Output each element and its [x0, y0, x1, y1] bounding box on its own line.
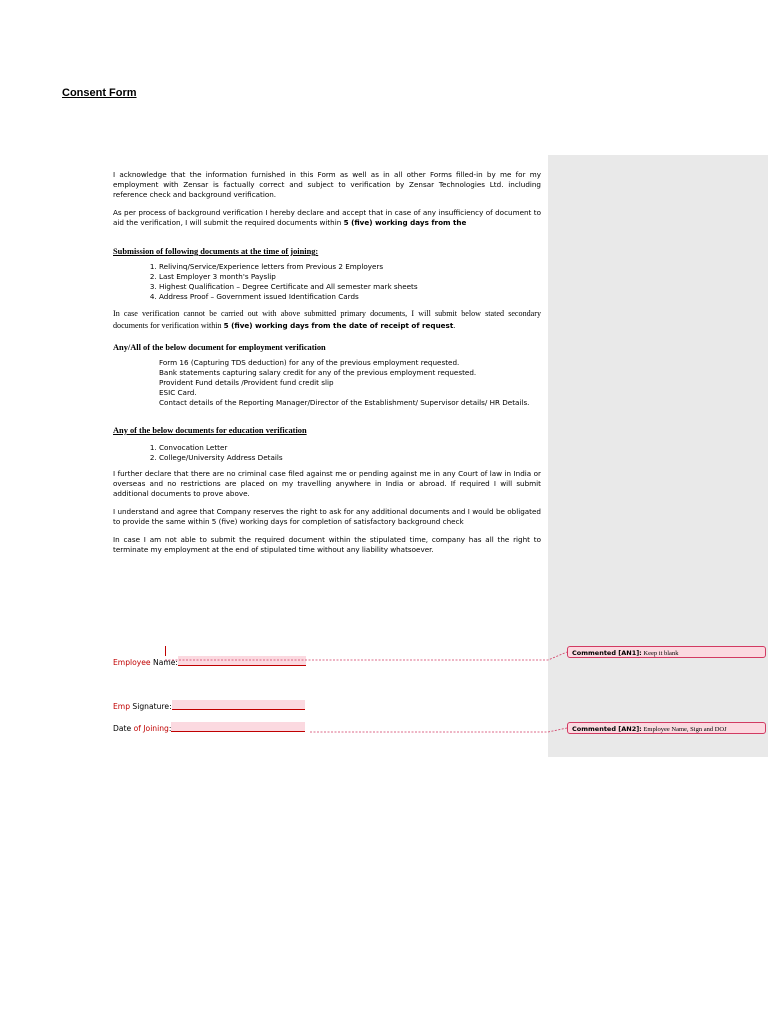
comment-label: Commented [AN2]: — [572, 725, 642, 733]
joining-documents-heading: Submission of following documents at the time of joining: — [113, 247, 319, 256]
termination-paragraph: In case I am not able to submit the required document within the stipulated time, company has all the right to terminate my employment at the end of stipulated time without any liability whatsoever. — [113, 535, 541, 554]
comment-connector-2 — [310, 728, 567, 732]
criminal-declaration-paragraph: I further declare that there are no criminal case filed against me or pending against me in any Court of law in India or overseas and no restrictions are placed on my travelling anywhere in India or abroad. If required I will submit additional documents to prove above. — [113, 469, 541, 498]
list-item: ESIC Card. — [159, 388, 197, 397]
list-item: 2. Last Employer 3 month's Payslip — [159, 272, 541, 282]
field-label: Date — [113, 724, 132, 733]
education-verification-heading: Any of the below documents for education verification — [113, 426, 307, 435]
inserted-text: Employee — [113, 658, 151, 667]
comment-connector-1 — [165, 652, 567, 660]
declaration-bold-text: 5 (five) working days from the — [343, 218, 467, 227]
comment-text: Keep it blank — [641, 650, 679, 657]
page-title: Consent Form — [62, 87, 137, 99]
additional-documents-paragraph: I understand and agree that Company reserves the right to ask for any additional documents and I would be obligated to provide the same within 5 (five) working days for completion of satisfactory background check — [113, 507, 541, 526]
list-item: 2. College/University Address Details — [159, 453, 541, 463]
comment-text: Employee Name, Sign and DOJ — [641, 726, 727, 733]
employment-verification-heading: Any/All of the below document for employment verification — [113, 343, 326, 352]
field-colon: : — [168, 724, 172, 733]
list-item: 3. Highest Qualification – Degree Certificate and All semester mark sheets — [159, 282, 541, 292]
comment-label: Commented [AN1]: — [572, 649, 642, 657]
acknowledgement-paragraph: I acknowledge that the information furnished in this Form as well as in all other Forms filled-in by me for my employment with Zensar is factually correct and subject to verification by Zensar Technologies Ltd. including reference check and background verification. — [113, 170, 541, 199]
secondary-text: In case verification cannot be carried out with above submitted primary documents, I will submit below stated secondary documents for verification within — [113, 309, 541, 330]
list-item: 1. Relivinq/Service/Experience letters from Previous 2 Employers — [159, 262, 541, 272]
declaration-text: As per process of background verification I hereby declare and accept that in case of any insufficiency of document to aid the verification, I will submit the required documents within — [113, 208, 541, 227]
field-label: Name: — [150, 658, 178, 667]
list-item: Form 16 (Capturing TDS deduction) for any of the previous employment requested. — [159, 358, 460, 367]
list-item: 4. Address Proof – Government issued Identification Cards — [159, 292, 541, 302]
secondary-end: . — [453, 321, 456, 330]
field-label: Signature: — [130, 702, 172, 711]
comment-an1[interactable] — [567, 646, 766, 658]
list-item: Provident Fund details /Provident fund credit slip — [159, 378, 334, 387]
inserted-text: of Joining — [131, 724, 169, 733]
list-item: 1. Convocation Letter — [159, 443, 541, 453]
secondary-bold-text: 5 (five) working days from the date of receipt of request — [223, 321, 454, 330]
inserted-text: Emp — [113, 702, 131, 711]
comment-an2[interactable] — [567, 722, 766, 734]
list-item: Contact details of the Reporting Manager/Director of the Establishment/ Supervisor details/ HR Details. — [159, 398, 530, 407]
list-item: Bank statements capturing salary credit for any of the previous employment requested. — [159, 368, 477, 377]
